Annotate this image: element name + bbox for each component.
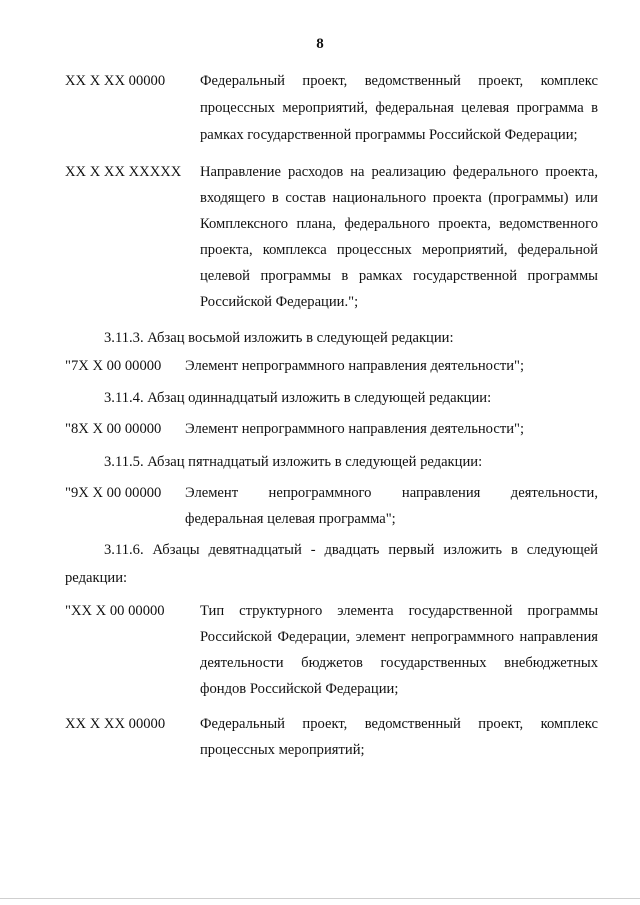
entry-text-line: Тип структурного элемента государственной программы — [200, 603, 598, 619]
entry-code: "7X X 00 00000 — [65, 358, 162, 374]
paragraph-3-11-6-line: 3.11.6. Абзацы девятнадцатый - двадцать первый изложить в следующей — [104, 542, 598, 558]
entry-code: XX X XX 00000 — [65, 716, 166, 732]
entry-text-line: Направление расходов на реализацию федерального проекта, — [200, 164, 598, 180]
entry-text-line: Элемент непрограммного направления деятельности"; — [185, 358, 525, 374]
entry-text-line: целевой программы в рамках государственной программы — [200, 268, 598, 284]
entry-code: XX X XX XXXXX — [65, 164, 182, 180]
entry-text-line: процессных мероприятий; — [200, 742, 365, 758]
paragraph-3-11-3: 3.11.3. Абзац восьмой изложить в следующей редакции: — [104, 330, 454, 346]
entry-text-line: процессных мероприятий, федеральная целевая программа в — [200, 100, 598, 116]
entry-text-line: рамках государственной программы Российской Федерации; — [200, 127, 578, 143]
paragraph-3-11-5: 3.11.5. Абзац пятнадцатый изложить в следующей редакции: — [104, 454, 483, 470]
entry-text-line: фондов Российской Федерации; — [200, 681, 399, 697]
paragraph-3-11-4: 3.11.4. Абзац одиннадцатый изложить в следующей редакции: — [104, 390, 492, 406]
entry-text-line: Федеральный проект, ведомственный проект, комплекс — [200, 716, 598, 732]
paragraph-3-11-6-line: редакции: — [65, 570, 128, 586]
entry-code: XX X XX 00000 — [65, 73, 166, 89]
entry-text-line: федеральная целевая программа"; — [185, 511, 396, 527]
entry-code: "9X X 00 00000 — [65, 485, 162, 501]
entry-text-line: Элемент непрограммного направления деятельности"; — [185, 421, 525, 437]
page-bottom-edge — [0, 898, 640, 899]
entry-text-line: деятельности бюджетов государственных внебюджетных — [200, 655, 598, 671]
entry-code: "XX X 00 00000 — [65, 603, 165, 619]
entry-text-line: Российской Федерации, элемент непрограммного направления — [200, 629, 598, 645]
entry-text-line: Федеральный проект, ведомственный проект, комплекс — [200, 73, 598, 89]
entry-text-line: Комплексного плана, федерального проекта, ведомственного — [200, 216, 598, 232]
entry-text-line: Элемент непрограммного направления деятельности, — [185, 485, 598, 501]
entry-text-line: проекта, комплекса процессных мероприятий, федеральной — [200, 242, 598, 258]
page-number: 8 — [316, 36, 324, 52]
entry-code: "8X X 00 00000 — [65, 421, 162, 437]
entry-text-line: входящего в состав национального проекта (программы) или — [200, 190, 598, 206]
entry-text-line: Российской Федерации."; — [200, 294, 359, 310]
